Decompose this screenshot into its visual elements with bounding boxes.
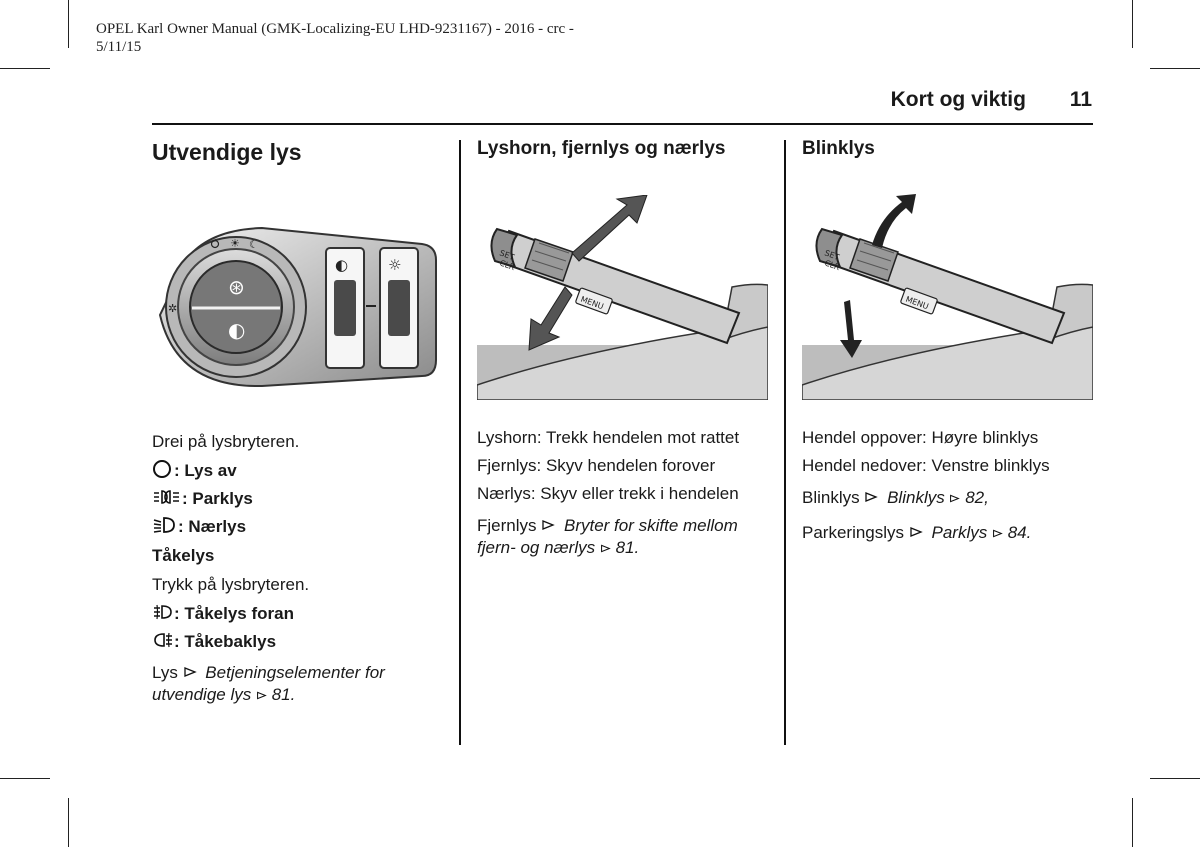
low-beam-icon [152,515,178,535]
reference-arrow-icon [600,543,611,554]
cross-reference-cont [152,684,295,706]
reference-arrow-icon [909,525,923,539]
svg-text:☀: ☀ [230,237,240,250]
ref-link[interactable]: Parklys [931,523,988,542]
fog-intro-text: Trykk på lysbryteren. [152,575,310,594]
reference-arrow-icon [949,493,960,504]
turn-signals-heading: Blinklys [802,138,875,159]
running-header [891,88,1092,112]
crop-mark [68,798,69,847]
cross-reference [152,662,385,684]
flash-high-low-beam-heading: Lyshorn, fjernlys og nærlys [477,138,726,159]
reference-arrow-icon [864,490,878,504]
ref-page[interactable]: 84. [1007,523,1032,542]
crop-mark [1150,68,1200,69]
cross-reference [477,515,738,537]
crop-mark [1150,778,1200,779]
svg-text:☾: ☾ [249,238,259,251]
svg-text:✲: ✲ [168,302,178,315]
body-line: Fjernlys: Skyv hendelen forover [477,456,716,475]
cross-reference [802,522,1031,544]
crop-mark [0,68,50,69]
section-title: Kort og viktig [890,88,1026,111]
reference-arrow-icon [183,665,197,679]
svg-text:⊛: ⊛ [228,275,245,299]
lights-off-icon [152,459,174,479]
item-text: : Tåkebaklys [174,632,277,651]
svg-text:◐: ◐ [335,256,349,274]
ref-prefix: Lys [152,663,178,682]
crop-mark [1132,798,1133,847]
body-line: Hendel oppover: Høyre blinklys [802,428,1039,447]
list-item [152,602,294,625]
ref-page[interactable]: 81. [271,685,296,704]
item-text: : Nærlys [178,517,247,536]
item-text: : Parklys [182,489,253,508]
menu-label: MENU [579,294,605,312]
intro-text: Drei på lysbryteren. [152,432,300,451]
ref-link[interactable]: Betjeningselementer for [205,663,385,682]
body-line: Lyshorn: Trekk hendelen mot rattet [477,428,740,447]
column-divider [459,140,461,745]
print-metadata-date: 5/11/15 [96,39,142,55]
reference-arrow-icon [256,690,267,701]
parking-lights-icon [152,487,182,507]
light-switch-figure [152,220,442,395]
item-text: : Tåkelys foran [174,604,294,623]
ref-page[interactable]: 82, [965,488,989,507]
clr-label: CLR [823,258,842,273]
rear-fog-light-icon [152,630,174,650]
ref-prefix: Fjernlys [477,516,537,535]
list-item [152,515,246,538]
page-number: 11 [1069,88,1092,111]
print-metadata-line: OPEL Karl Owner Manual (GMK-Localizing-EU LHD-9231167) - 2016 - crc - [96,21,574,37]
headlight-stalk-figure [477,195,768,400]
ref-prefix: Parkeringslys [802,523,905,542]
crop-mark [0,778,50,779]
reference-arrow-icon [992,528,1003,539]
front-fog-light-icon [152,602,174,622]
ref-link[interactable]: Blinklys [887,488,945,507]
list-item [152,459,237,482]
ref-link[interactable]: Bryter for skifte mellom [563,516,738,535]
svg-text:☼: ☼ [388,256,402,274]
body-line: Hendel nedover: Venstre blinklys [802,456,1050,475]
turn-signal-stalk-figure [802,190,1093,400]
set-label: SET [498,248,516,263]
ref-link[interactable]: utvendige lys [152,685,252,704]
svg-text:◐: ◐ [228,318,246,342]
list-item [152,487,253,510]
cross-reference [802,487,989,509]
list-item [152,630,276,653]
body-line: Nærlys: Skyv eller trekk i hendelen [477,484,739,503]
menu-label: MENU [904,294,930,312]
header-rule [152,123,1093,125]
clr-label: CLR [498,258,517,273]
set-label: SET [823,248,841,263]
crop-mark [1132,0,1133,48]
item-text: : Lys av [174,461,237,480]
ref-link[interactable]: fjern- og nærlys [477,538,596,557]
exterior-lights-heading: Utvendige lys [152,139,302,165]
cross-reference-cont [477,537,639,559]
ref-page[interactable]: 81. [615,538,640,557]
ref-prefix: Blinklys [802,488,860,507]
crop-mark [68,0,69,48]
print-metadata [96,20,574,56]
reference-arrow-icon [541,518,555,532]
fog-lights-subheading: Tåkelys [152,546,215,565]
column-divider [784,140,786,745]
